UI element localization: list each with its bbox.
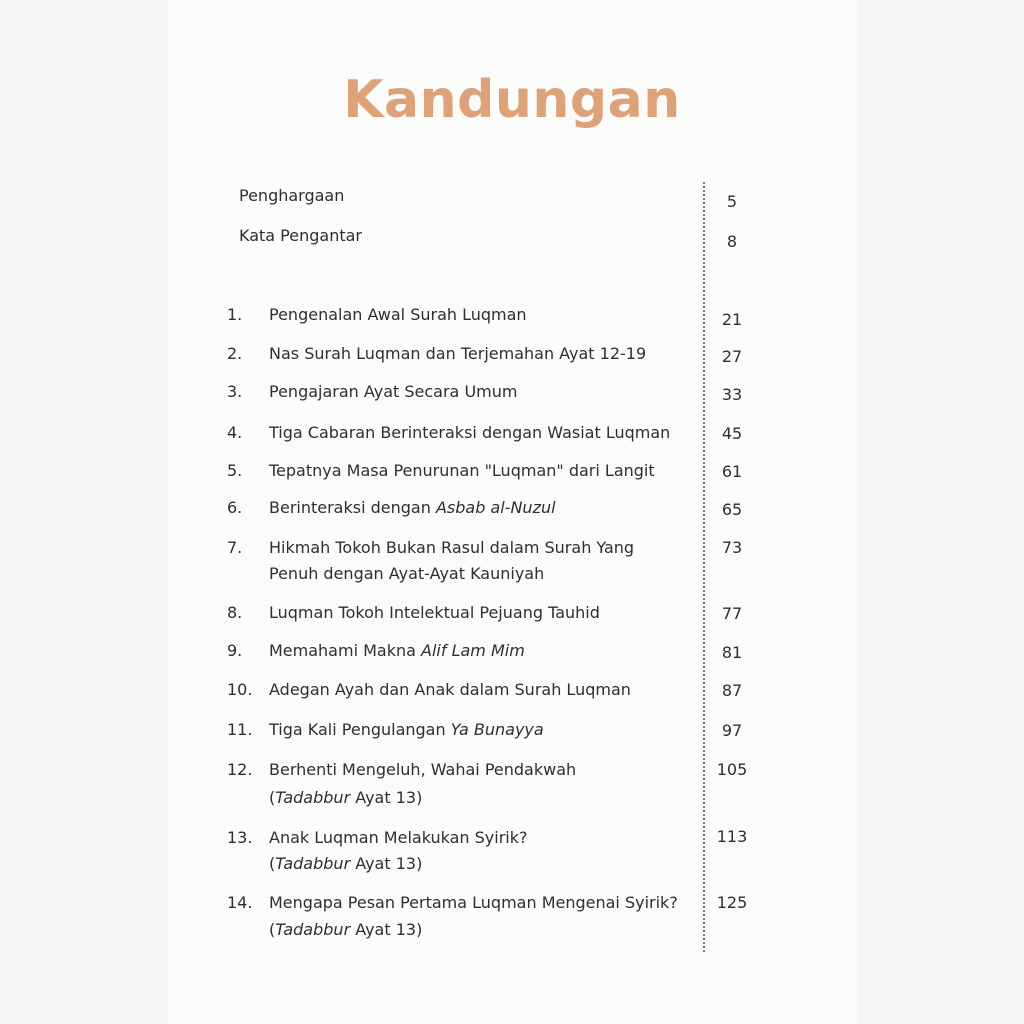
toc-page-number: 105 (716, 760, 748, 779)
chapter-subtitle-plain: ( (269, 920, 276, 939)
chapter-title-plain: Memahami Makna (269, 641, 422, 660)
chapter-subtitle-italic: Tadabbur (275, 788, 351, 807)
toc-entry-label: Kata Pengantar (239, 226, 362, 245)
chapter-number: 14. (227, 893, 253, 912)
chapter-subtitle-plain: ( (269, 788, 276, 807)
chapter-title-italic: Alif Lam Mim (421, 641, 525, 660)
toc-page-number: 65 (721, 500, 743, 519)
chapter-title-continued: Penuh dengan Ayat-Ayat Kauniyah (269, 564, 545, 583)
chapter-number: 10. (227, 680, 253, 699)
chapter-title: Tepatnya Masa Penurunan "Luqman" dari Langit (269, 461, 655, 480)
chapter-number: 12. (227, 760, 253, 779)
chapter-number: 13. (227, 828, 253, 847)
chapter-title-plain: Berinteraksi dengan (269, 498, 436, 517)
chapter-subtitle-italic: Tadabbur (275, 854, 351, 873)
page-title: Kandungan (343, 70, 681, 130)
toc-page-number: 33 (721, 385, 743, 404)
chapter-title: Berhenti Mengeluh, Wahai Pendakwah (269, 760, 577, 779)
chapter-number: 5. (227, 461, 243, 480)
toc-page-number: 73 (721, 538, 743, 557)
chapter-title: Tiga Cabaran Berinteraksi dengan Wasiat Luqman (269, 423, 671, 442)
toc-page-number: 113 (716, 827, 748, 846)
toc-page-number: 21 (721, 310, 743, 329)
chapter-number: 8. (227, 603, 243, 622)
toc-page-number: 5 (726, 192, 738, 211)
toc-page-number: 97 (721, 721, 743, 740)
toc-page-number: 87 (721, 681, 743, 700)
chapter-title: Hikmah Tokoh Bukan Rasul dalam Surah Yang (269, 538, 635, 557)
toc-entry-kata-pengantar (239, 223, 362, 249)
chapter-title: Adegan Ayah dan Anak dalam Surah Luqman (269, 680, 631, 699)
chapter-title-plain: Tiga Kali Pengulangan (269, 720, 451, 739)
toc-page-number: 125 (716, 893, 748, 912)
chapter-number: 4. (227, 423, 243, 442)
chapter-title-italic: Asbab al-Nuzul (435, 498, 556, 517)
chapter-title-italic: Ya Bunayya (450, 720, 544, 739)
toc-page-number: 81 (721, 643, 743, 662)
chapter-subtitle-plain: Ayat 13) (350, 854, 423, 873)
toc-page-number: 77 (721, 604, 743, 623)
chapter-title-continued (269, 785, 699, 811)
chapter-title: Pengajaran Ayat Secara Umum (269, 382, 518, 401)
chapter-title-continued (269, 851, 699, 877)
chapter-number: 9. (227, 641, 243, 660)
chapter-number: 7. (227, 538, 243, 557)
chapter-title (269, 495, 699, 521)
chapter-number: 1. (227, 305, 243, 324)
chapter-title: Pengenalan Awal Surah Luqman (269, 305, 527, 324)
chapter-subtitle-plain: Ayat 13) (350, 788, 423, 807)
chapter-number: 6. (227, 498, 243, 517)
chapter-title-continued (269, 917, 699, 943)
chapter-number: 3. (227, 382, 243, 401)
chapter-title: Nas Surah Luqman dan Terjemahan Ayat 12-19 (269, 344, 647, 363)
chapter-number: 11. (227, 720, 253, 739)
toc-page-number: 61 (721, 462, 743, 481)
toc-page-number: 45 (721, 424, 743, 443)
chapter-title (269, 638, 699, 664)
chapter-subtitle-plain: ( (269, 854, 276, 873)
toc-page-number: 8 (726, 232, 738, 251)
chapter-subtitle-plain: Ayat 13) (350, 920, 423, 939)
chapter-number: 2. (227, 344, 243, 363)
chapter-title: Anak Luqman Melakukan Syirik? (269, 828, 528, 847)
chapter-subtitle-italic: Tadabbur (275, 920, 351, 939)
chapter-title (269, 717, 699, 743)
chapter-title: Luqman Tokoh Intelektual Pejuang Tauhid (269, 603, 600, 622)
toc-page-number: 27 (721, 347, 743, 366)
toc-entry-penghargaan (239, 183, 344, 209)
toc-entry-label: Penghargaan (239, 186, 345, 205)
chapter-title: Mengapa Pesan Pertama Luqman Mengenai Syirik? (269, 893, 678, 912)
